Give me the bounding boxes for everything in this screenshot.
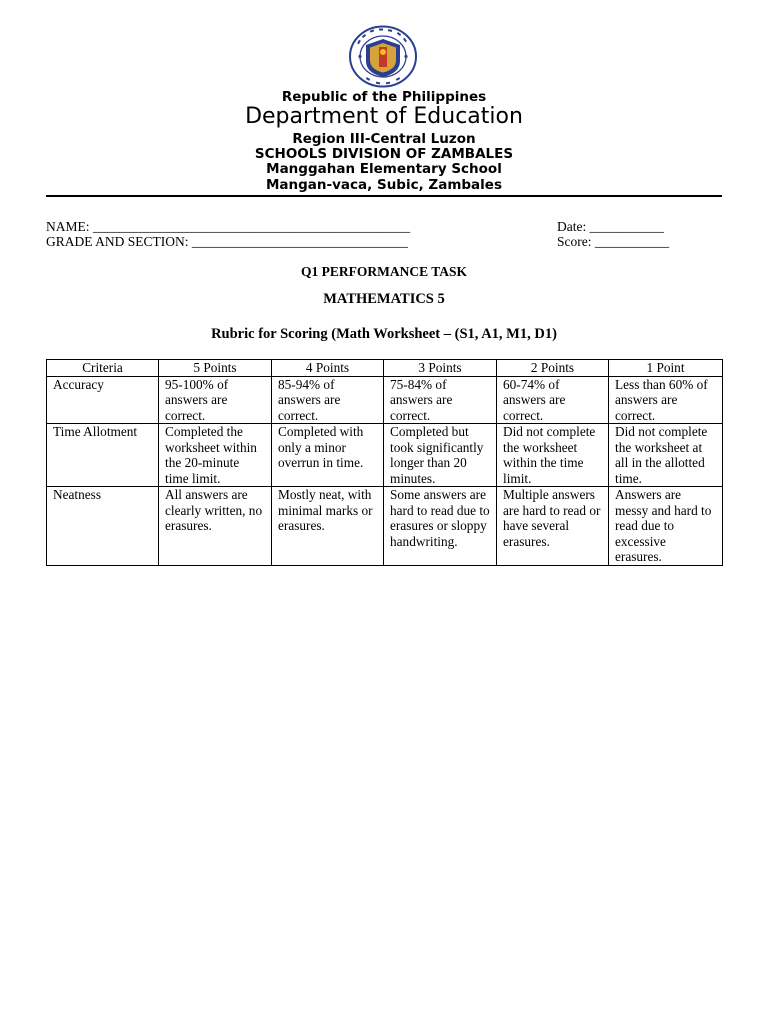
rubric-cell: Mostly neat, with minimal marks or erasures. [272,487,384,566]
rubric-cell: Multiple answers are hard to read or have several erasures. [497,487,609,566]
header-5-points: 5 Points [159,360,272,377]
deped-seal-icon [348,25,418,88]
rubric-cell: Completed but took significantly longer than 20 minutes. [384,424,497,487]
rubric-cell: 85-94% of answers are correct. [272,376,384,424]
table-row [47,487,723,566]
table-row [47,424,723,487]
rubric-cell: Did not complete the worksheet within the time limit. [497,424,609,487]
rubric-table [46,359,723,566]
criteria-cell: Accuracy [47,376,159,424]
rubric-cell: Answers are messy and hard to read due to excessive erasures. [609,487,723,566]
header-1-point: 1 Point [609,360,723,377]
score-line: Score: ___________ [557,234,670,249]
subject-title: MATHEMATICS 5 [323,291,445,307]
rubric-cell: Some answers are hard to read due to erasures or sloppy handwriting. [384,487,497,566]
header-2-points: 2 Points [497,360,609,377]
date-line: Date: ___________ [557,219,664,234]
letterhead-address: Mangan-vaca, Subic, Zambales [265,177,502,193]
rubric-cell: Completed the worksheet within the 20-minute time limit. [159,424,272,487]
letterhead-region: Region III-Central Luzon [292,131,476,147]
header-3-points: 3 Points [384,360,497,377]
rubric-cell: 75-84% of answers are correct. [384,376,497,424]
letterhead-divider [46,195,722,197]
task-title: Q1 PERFORMANCE TASK [300,264,467,279]
header-4-points: 4 Points [272,360,384,377]
rubric-header-row [47,360,723,377]
rubric-cell: 95-100% of answers are correct. [159,376,272,424]
letterhead-school: Manggahan Elementary School [266,161,502,177]
criteria-cell: Time Allotment [47,424,159,487]
table-row [47,376,723,424]
grade-section-line: GRADE AND SECTION: ________________________________ [46,234,408,249]
rubric-cell: Less than 60% of answers are correct. [609,376,723,424]
rubric-cell: Completed with only a minor overrun in time. [272,424,384,487]
header-criteria: Criteria [47,360,159,377]
rubric-title: Rubric for Scoring (Math Worksheet – (S1, A1, M1, D1) [211,326,557,342]
letterhead-republic: Republic of the Philippines [281,89,487,105]
rubric-cell: All answers are clearly written, no erasures. [159,487,272,566]
rubric-cell: 60-74% of answers are correct. [497,376,609,424]
name-line: NAME: _______________________________________________ [46,219,411,234]
rubric-cell: Did not complete the worksheet at all in the allotted time. [609,424,723,487]
letterhead-department: Department of Education [245,104,523,129]
criteria-cell: Neatness [47,487,159,566]
letterhead-division: SCHOOLS DIVISION OF ZAMBALES [254,146,514,162]
